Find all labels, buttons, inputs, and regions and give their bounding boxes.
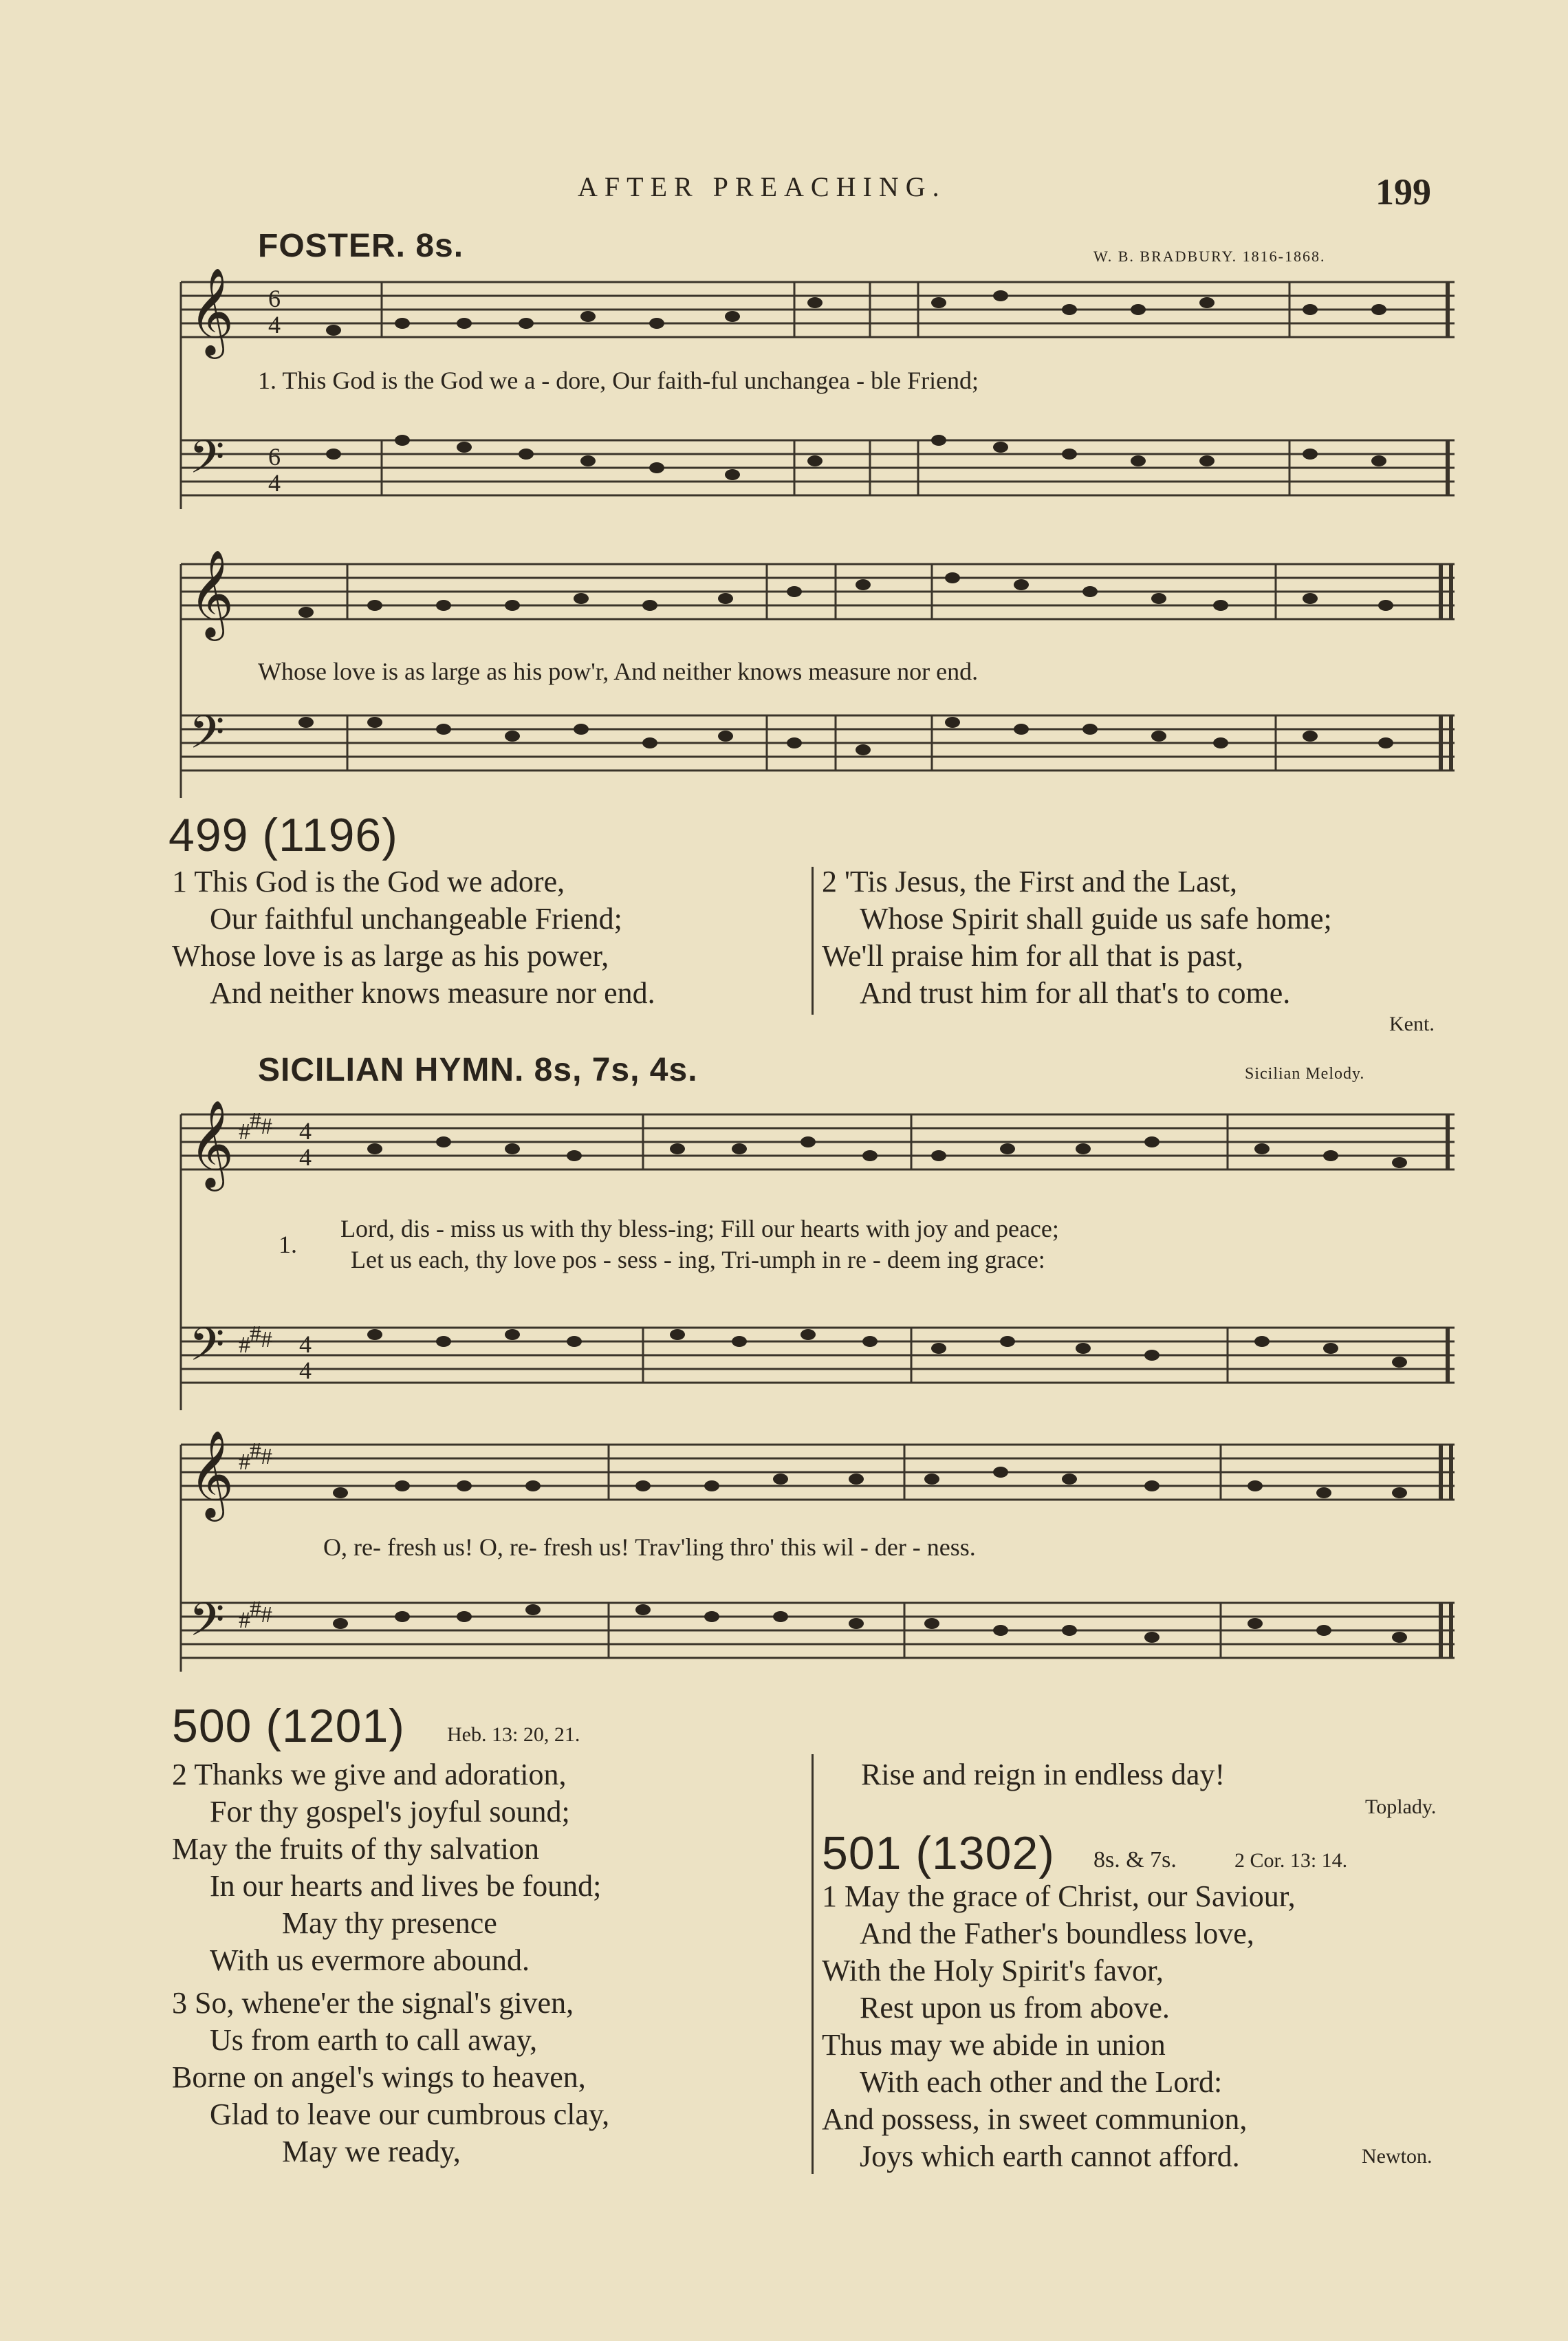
svg-text:𝄞: 𝄞 xyxy=(189,267,235,355)
svg-text:4: 4 xyxy=(268,311,281,338)
svg-text:#: # xyxy=(261,1114,272,1139)
svg-text:𝄢: 𝄢 xyxy=(189,1318,225,1382)
verse-line: 2 'Tis Jesus, the First and the Last, xyxy=(822,865,1237,898)
hymn-501-meter: 8s. & 7s. xyxy=(1093,1847,1177,1873)
verse-line: 2 Thanks we give and adoration, xyxy=(172,1758,567,1791)
svg-text:#: # xyxy=(250,1597,261,1622)
svg-text:𝄞: 𝄞 xyxy=(189,1430,235,1518)
hymn-499-number: 499 (1196) xyxy=(168,809,398,861)
svg-text:𝄢: 𝄢 xyxy=(189,1593,225,1657)
page-number: 199 xyxy=(1375,171,1431,213)
verse-line: May we ready, xyxy=(282,2135,461,2168)
hymn-499-verse-1 xyxy=(172,863,655,1012)
sicilian-verse-label: 1. xyxy=(279,1231,297,1258)
column-divider xyxy=(812,1754,814,2174)
hymn-501-number: 501 (1302) xyxy=(822,1827,1055,1879)
foster-composer: W. B. BRADBURY. 1816-1868. xyxy=(1093,248,1326,265)
svg-text:#: # xyxy=(239,1608,250,1633)
svg-text:#: # xyxy=(250,1438,261,1464)
running-head: AFTER PREACHING. xyxy=(578,171,946,202)
svg-text:#: # xyxy=(239,1333,250,1358)
verse-line: And neither knows measure nor end. xyxy=(210,976,655,1010)
svg-text:4: 4 xyxy=(268,469,281,497)
verse-line: Joys which earth cannot afford. xyxy=(860,2139,1240,2173)
verse-line: And trust him for all that's to come. xyxy=(860,976,1291,1010)
verse-line: With us evermore abound. xyxy=(210,1943,530,1977)
verse-line: Rest upon us from above. xyxy=(860,1991,1170,2025)
foster-title: FOSTER. 8s. xyxy=(258,228,464,264)
svg-text:𝄢: 𝄢 xyxy=(189,706,225,770)
sicilian-title: SICILIAN HYMN. 8s, 7s, 4s. xyxy=(258,1052,698,1088)
hymn-499-verse-2 xyxy=(822,863,1332,1012)
sicilian-lyric-b: Let us each, thy love pos - sess - ing, Tri-umph in re - deem ing grace: xyxy=(351,1246,1045,1273)
hymn-501-ref: 2 Cor. 13: 14. xyxy=(1234,1849,1348,1872)
verse-line: With each other and the Lord: xyxy=(860,2065,1223,2099)
svg-text:#: # xyxy=(261,1327,272,1352)
hymn-500-verse-2 xyxy=(172,1756,601,1979)
hymn-501-author: Newton. xyxy=(1362,2145,1433,2168)
column-divider xyxy=(812,867,814,1015)
hymn-500-verse-3 xyxy=(172,1985,609,2170)
svg-text:6: 6 xyxy=(268,285,281,312)
verse-line: 3 So, whene'er the signal's given, xyxy=(172,1986,574,2020)
verse-line: May the fruits of thy salvation xyxy=(172,1832,540,1866)
hymn-500-author: Toplady. xyxy=(1365,1795,1437,1818)
svg-text:#: # xyxy=(250,1321,261,1347)
svg-text:6: 6 xyxy=(268,443,281,471)
sicilian-score-line-2 xyxy=(175,1424,1455,1713)
sicilian-composer: Sicilian Melody. xyxy=(1245,1065,1365,1083)
verse-line: For thy gospel's joyful sound; xyxy=(210,1795,570,1828)
svg-text:4: 4 xyxy=(299,1330,312,1358)
svg-text:#: # xyxy=(239,1449,250,1475)
svg-text:4: 4 xyxy=(299,1117,312,1145)
verse-line: Thus may we abide in union xyxy=(822,2028,1166,2062)
svg-text:𝄞: 𝄞 xyxy=(189,549,235,637)
verse-line: May thy presence xyxy=(282,1906,497,1940)
verse-line: And the Father's boundless love, xyxy=(860,1917,1254,1950)
hymn-499-author: Kent. xyxy=(1389,1013,1435,1035)
verse-line: Whose Spirit shall guide us safe home; xyxy=(860,902,1332,936)
foster-lyric-1: 1. This God is the God we a - dore, Our faith-ful unchangea - ble Friend; xyxy=(258,367,979,394)
verse-line: Borne on angel's wings to heaven, xyxy=(172,2060,586,2094)
svg-text:𝄢: 𝄢 xyxy=(189,431,225,495)
hymn-500-ref: Heb. 13: 20, 21. xyxy=(447,1723,580,1746)
hymn-500-continuation: Rise and reign in endless day! xyxy=(861,1758,1226,1791)
verse-line: Glad to leave our cumbrous clay, xyxy=(210,2097,610,2131)
svg-text:#: # xyxy=(261,1444,272,1469)
verse-line: Whose love is as large as his power, xyxy=(172,939,609,973)
verse-line: Us from earth to call away, xyxy=(210,2023,538,2057)
hymn-501-verse-1 xyxy=(822,1878,1296,2175)
verse-line: With the Holy Spirit's favor, xyxy=(822,1954,1164,1987)
foster-lyric-2: Whose love is as large as his pow'r, And neither knows measure nor end. xyxy=(258,658,979,685)
verse-line: Our faithful unchangeable Friend; xyxy=(210,902,622,936)
svg-text:4: 4 xyxy=(299,1143,312,1171)
sicilian-lyric-2: O, re- fresh us! O, re- fresh us! Trav'ling thro' this wil - der - ness. xyxy=(323,1533,976,1561)
verse-line: 1 This God is the God we adore, xyxy=(172,865,565,898)
verse-line: In our hearts and lives be found; xyxy=(210,1869,602,1903)
svg-text:#: # xyxy=(239,1119,250,1145)
svg-text:#: # xyxy=(261,1602,272,1628)
verse-line: We'll praise him for all that is past, xyxy=(822,939,1243,973)
verse-line: 1 May the grace of Christ, our Saviour, xyxy=(822,1879,1296,1913)
sicilian-lyric-a: Lord, dis - miss us with thy bless-ing; Fill our hearts with joy and peace; xyxy=(340,1215,1059,1242)
svg-text:4: 4 xyxy=(299,1357,312,1384)
svg-text:𝄞: 𝄞 xyxy=(189,1099,235,1187)
svg-text:#: # xyxy=(250,1108,261,1134)
verse-line: And possess, in sweet communion, xyxy=(822,2102,1248,2136)
hymn-500-number: 500 (1201) xyxy=(172,1700,405,1752)
